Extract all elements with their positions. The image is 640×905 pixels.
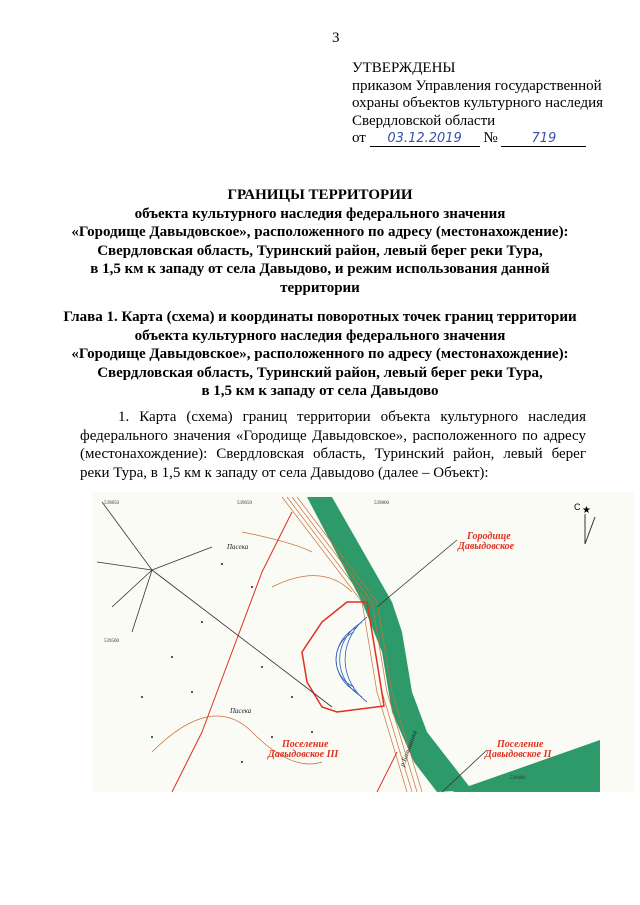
- approval-date: 03.12.2019: [370, 132, 480, 147]
- chapter-line: объекта культурного наследия федерального значения: [134, 327, 506, 344]
- label-river: р.Большинка: [398, 729, 419, 768]
- chapter-line: в 1,5 км к западу от села Давыдово: [201, 383, 439, 399]
- approval-block: [352, 60, 640, 148]
- label-settlement-2: Поселение Давыдовское II: [485, 739, 552, 760]
- approval-heading: УТВЕРЖДЕНЫ: [352, 60, 456, 76]
- approval-date-line: [352, 130, 640, 148]
- grid-label: 539400: [510, 776, 525, 781]
- boundary-map: [92, 492, 634, 792]
- title-line: территории: [280, 279, 360, 296]
- map-background: [92, 492, 634, 792]
- approval-number: 719: [501, 132, 586, 147]
- chapter-line: Глава 1. Карта (схема) и координаты поворотных точек границ территории: [63, 309, 577, 325]
- grid-label: 539650: [237, 501, 252, 506]
- title-line: объекта культурного наследия федерального значения: [134, 205, 506, 222]
- date-prefix: от: [352, 130, 366, 146]
- number-prefix: №: [483, 130, 498, 146]
- document-title: [60, 186, 580, 297]
- title-line: «Городище Давыдовское», расположенного по адресу (местонахождение):: [71, 224, 569, 240]
- chapter-line: Свердловская область, Туринский район, левый берег реки Тура,: [97, 364, 543, 381]
- north-label: С: [574, 502, 581, 512]
- label-site: Городище Давыдовское: [458, 531, 515, 552]
- grid-label: 539850: [104, 501, 119, 506]
- chapter-line: «Городище Давыдовское», расположенного по адресу (местонахождение):: [71, 346, 569, 362]
- title-line: в 1,5 км к западу от села Давыдово, и режим использования данной: [90, 261, 550, 277]
- grid-label: 539500: [104, 639, 119, 644]
- title-line: Свердловская область, Туринский район, левый берег реки Тура,: [97, 242, 543, 259]
- paragraph-1: 1. Карта (схема) границ территории объекта культурного наследия федерального значения «Городище Давыдовское», расположенного по адресу (местонахождение): Свердловская область, Туринский район, левый берег реки Тура, в 1,5 км к западу от села Давыдово (далее – Объект):: [80, 409, 586, 481]
- approval-line: Свердловской области: [352, 112, 496, 129]
- label-apiary: Пасека: [230, 707, 252, 715]
- page-number: 3: [332, 30, 340, 46]
- chapter-heading: [60, 308, 580, 401]
- title-line: ГРАНИЦЫ ТЕРРИТОРИИ: [227, 187, 413, 203]
- approval-line: приказом Управления государственной: [352, 77, 602, 94]
- star-icon: ★: [582, 505, 591, 516]
- approval-line: охраны объектов культурного наследия: [352, 95, 604, 111]
- label-settlement-3: Поселение Давыдовское III: [268, 739, 339, 760]
- grid-label: 539800: [374, 501, 389, 506]
- label-apiary: Пасека: [227, 543, 249, 551]
